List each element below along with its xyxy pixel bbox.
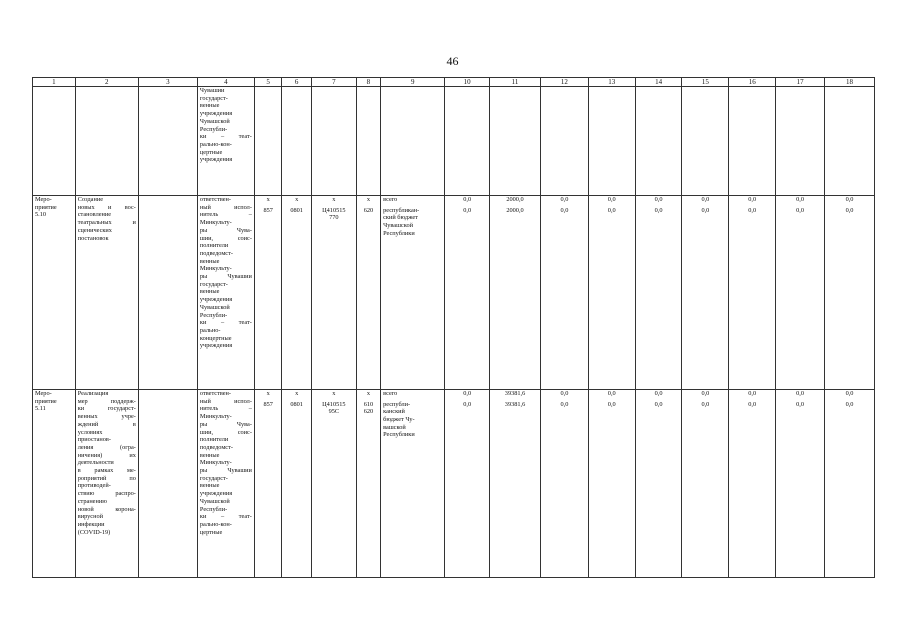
measure-name-cell: Создание новых и вос- становление театральных и сценических постановок bbox=[75, 196, 138, 390]
column-header-row bbox=[33, 78, 875, 87]
measure-name-cell: Реализация мер поддерж- ки государст- венных учре- ждений в условиях приостанов- ления (огра- ничения) их деятельности в рамках ме- роприятий по противодей- ствию распро- странению новой корона- вирусной инфекции (COVID-19) bbox=[75, 390, 138, 578]
amount-cell-col-14: 0,0 0,0 bbox=[635, 390, 682, 578]
column-header-12: 12 bbox=[540, 78, 588, 87]
expense-type-cell: x 620 bbox=[356, 196, 380, 390]
column-header-14: 14 bbox=[635, 78, 682, 87]
amount-cell-col-14 bbox=[635, 87, 682, 196]
amount-cell-col-11: 2000,0 2000,0 bbox=[490, 196, 541, 390]
measure-name-cell bbox=[75, 87, 138, 196]
amount-cell-col-17: 0,0 0,0 bbox=[776, 390, 825, 578]
measure-number-cell: Меро- приятие 5.11 bbox=[33, 390, 76, 578]
column-header-16: 16 bbox=[729, 78, 776, 87]
column-header-4: 4 bbox=[197, 78, 254, 87]
responsible-executor-cell: ответствен- ный испол- нитель – Минкульту- ры Чува- шии, соис- полнители подведомст- венные Минкульту- ры Чувашии государст- венные учреждения Чувашской Республи- ки – теат- рально- концертные учреждения bbox=[197, 196, 254, 390]
measure-number-cell bbox=[33, 87, 76, 196]
column-header-18: 18 bbox=[825, 78, 875, 87]
amount-cell-col-10 bbox=[445, 87, 490, 196]
table-row bbox=[33, 390, 875, 578]
amount-cell-col-17: 0,0 0,0 bbox=[776, 196, 825, 390]
section-code-cell bbox=[282, 87, 312, 196]
grbs-code-cell bbox=[254, 87, 281, 196]
amount-cell-col-16: 0,0 0,0 bbox=[729, 390, 776, 578]
expense-type-cell: x 610 620 bbox=[356, 390, 380, 578]
measure-number-cell: Меро- приятие 5.10 bbox=[33, 196, 76, 390]
grbs-code-cell: x 857 bbox=[254, 390, 281, 578]
column-header-8: 8 bbox=[356, 78, 380, 87]
amount-cell-col-16: 0,0 0,0 bbox=[729, 196, 776, 390]
amount-cell-col-11: 39381,6 39381,6 bbox=[490, 390, 541, 578]
column-header-5: 5 bbox=[254, 78, 281, 87]
amount-cell-col-18: 0,0 0,0 bbox=[825, 196, 875, 390]
amount-cell-col-12: 0,0 0,0 bbox=[540, 196, 588, 390]
table-row bbox=[33, 196, 875, 390]
column-header-10: 10 bbox=[445, 78, 490, 87]
column-header-11: 11 bbox=[490, 78, 541, 87]
amount-cell-col-11 bbox=[490, 87, 541, 196]
amount-cell-col-12: 0,0 0,0 bbox=[540, 390, 588, 578]
amount-cell-col-13 bbox=[588, 87, 635, 196]
column-header-17: 17 bbox=[776, 78, 825, 87]
amount-cell-col-15: 0,0 0,0 bbox=[682, 196, 729, 390]
amount-cell-col-13: 0,0 0,0 bbox=[588, 196, 635, 390]
column-3-cell bbox=[138, 196, 197, 390]
amount-cell-col-18: 0,0 0,0 bbox=[825, 390, 875, 578]
amount-cell-col-15: 0,0 0,0 bbox=[682, 390, 729, 578]
column-header-15: 15 bbox=[682, 78, 729, 87]
column-header-13: 13 bbox=[588, 78, 635, 87]
responsible-executor-cell: ответствен- ный испол- нитель – Минкульту- ры Чува- шии, соис- полнители подведомст- венные Минкульту- ры Чувашии государст- венные учреждения Чувашской Республи- ки – теат- рально-кон- цертные bbox=[197, 390, 254, 578]
amount-cell-col-17 bbox=[776, 87, 825, 196]
expense-type-cell bbox=[356, 87, 380, 196]
amount-cell-col-10: 0,0 0,0 bbox=[445, 390, 490, 578]
amount-cell-col-14: 0,0 0,0 bbox=[635, 196, 682, 390]
funding-source-cell: всего республикан- ский бюджет Чувашской Республики bbox=[381, 196, 445, 390]
column-header-6: 6 bbox=[282, 78, 312, 87]
amount-cell-col-13: 0,0 0,0 bbox=[588, 390, 635, 578]
column-3-cell bbox=[138, 390, 197, 578]
column-header-1: 1 bbox=[33, 78, 76, 87]
column-header-7: 7 bbox=[311, 78, 356, 87]
program-table bbox=[32, 77, 875, 578]
column-header-3: 3 bbox=[138, 78, 197, 87]
target-article-cell: x Ц410515 95С bbox=[311, 390, 356, 578]
section-code-cell: x 0801 bbox=[282, 390, 312, 578]
amount-cell-col-15 bbox=[682, 87, 729, 196]
amount-cell-col-16 bbox=[729, 87, 776, 196]
amount-cell-col-18 bbox=[825, 87, 875, 196]
column-header-2: 2 bbox=[75, 78, 138, 87]
page-number: 46 bbox=[446, 54, 459, 68]
amount-cell-col-10: 0,0 0,0 bbox=[445, 196, 490, 390]
amount-cell-col-12 bbox=[540, 87, 588, 196]
funding-source-cell: всего республи- канский бюджет Чу- вашской Республики bbox=[381, 390, 445, 578]
target-article-cell: x Ц410515 770 bbox=[311, 196, 356, 390]
section-code-cell: x 0801 bbox=[282, 196, 312, 390]
table-row bbox=[33, 87, 875, 196]
column-3-cell bbox=[138, 87, 197, 196]
grbs-code-cell: x 857 bbox=[254, 196, 281, 390]
column-header-9: 9 bbox=[381, 78, 445, 87]
responsible-executor-cell: Чувашии государст- венные учреждения Чувашской Республи- ки – теат- рально-кон- цертные учреждения bbox=[197, 87, 254, 196]
target-article-cell bbox=[311, 87, 356, 196]
funding-source-cell bbox=[381, 87, 445, 196]
